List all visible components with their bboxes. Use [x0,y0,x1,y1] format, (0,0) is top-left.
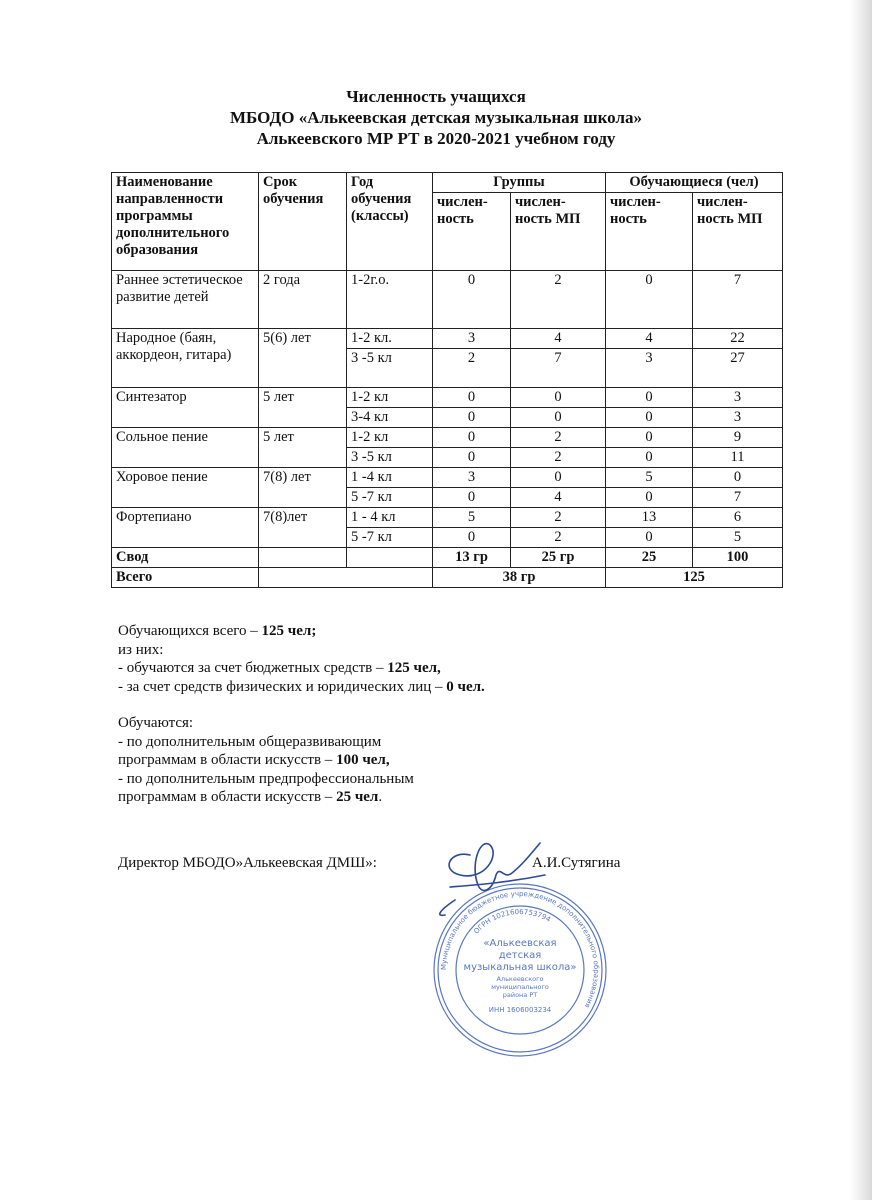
of-them-line: из них: [118,641,164,658]
pre-line-2 [118,788,678,807]
cell-program: Народное (баян, аккордеон, гитара) [112,329,259,388]
paid-line [118,678,678,697]
header-groups: Группы [433,173,606,193]
cell-students-mp: 0 [693,468,783,488]
pre-suffix: . [378,789,383,805]
title-line-3: Алькеевского МР РТ в 2020-2021 учебном году [256,129,616,148]
cell-groups-mp: 4 [511,488,606,508]
table-row [112,508,783,528]
cell-students-mp: 7 [693,488,783,508]
cell-students-mp: 5 [693,528,783,548]
cell-students: 4 [606,329,693,349]
cell-classes: 1-2 кл [347,428,433,448]
title-line-2: МБОДО «Алькеевская детская музыкальная школа» [229,108,642,127]
cell-program: Хоровое пение [112,468,259,508]
cell-students: 13 [606,508,693,528]
total-empty [259,568,433,588]
cell-groups: 0 [433,408,511,428]
cell-classes: 3-4 кл [347,408,433,428]
cell-groups: 0 [433,388,511,408]
cell-students-mp: 3 [693,388,783,408]
header-students-count-mp: числен-ность МП [693,193,783,271]
cell-groups-mp: 2 [511,271,606,329]
cell-students: 0 [606,388,693,408]
summary-text [118,622,678,807]
cell-groups-mp: 2 [511,508,606,528]
cell-students-mp: 3 [693,408,783,428]
total-row [112,568,783,588]
stamp-line-1: «Алькеевская [483,938,557,949]
general-prefix: программам в области искусств – [118,752,337,768]
page-edge-shadow [850,0,872,1200]
cell-classes: 1-2г.о. [347,271,433,329]
cell-term: 5(6) лет [259,329,347,388]
cell-students-mp: 11 [693,448,783,468]
cell-groups: 0 [433,428,511,448]
cell-groups: 3 [433,329,511,349]
cell-students: 0 [606,271,693,329]
cell-groups-mp: 4 [511,329,606,349]
cell-groups-mp: 2 [511,428,606,448]
cell-program: Сольное пение [112,428,259,468]
header-groups-count-mp: числен-ность МП [511,193,606,271]
total-line [118,622,678,641]
cell-groups-mp: 0 [511,388,606,408]
director-signature [430,825,560,920]
budget-value: 125 чел, [387,660,441,676]
cell-groups-mp: 0 [511,408,606,428]
header-term: Срок обучения [259,173,347,271]
cell-program: Раннее эстетическое развитие детей [112,271,259,329]
cell-classes: 3 -5 кл [347,349,433,388]
total-value: 125 чел; [261,623,317,639]
header-year: Год обучения (классы) [347,173,433,271]
cell-students: 5 [606,468,693,488]
cell-classes: 1-2 кл [347,388,433,408]
cell-groups: 0 [433,488,511,508]
cell-students: 0 [606,528,693,548]
cell-students-mp: 22 [693,329,783,349]
cell-program: Синтезатор [112,388,259,428]
budget-line [118,659,678,678]
cell-students: 0 [606,408,693,428]
stamp-line-2: детская [498,950,542,961]
cell-term: 7(8) лет [259,468,347,508]
cell-classes: 3 -5 кл [347,448,433,468]
header-students: Обучающиеся (чел) [606,173,783,193]
general-line-1: - по дополнительным общеразвивающим [118,733,382,750]
cell-groups-mp: 7 [511,349,606,388]
director-label: Директор МБОДО»Алькеевская ДМШ»: [118,855,377,871]
cell-classes: 5 -7 кл [347,528,433,548]
cell-students-mp: 6 [693,508,783,528]
cell-program: Фортепиано [112,508,259,548]
budget-prefix: - обучаются за счет бюджетных средств – [118,660,388,676]
cell-groups: 0 [433,528,511,548]
cell-term: 7(8)лет [259,508,347,548]
cell-students: 3 [606,349,693,388]
pre-prefix: программам в области искусств – [118,789,337,805]
stamp-line-3: музыкальная школа» [463,962,577,973]
cell-students: 0 [606,428,693,448]
cell-groups-mp: 2 [511,448,606,468]
cell-groups: 5 [433,508,511,528]
total-students: 125 [606,568,783,588]
summary-label: Свод [112,548,259,568]
table-row [112,329,783,349]
cell-students-mp: 7 [693,271,783,329]
general-value: 100 чел, [336,752,390,768]
summary-groups: 13 гр [433,548,511,568]
summary-students: 25 [606,548,693,568]
stamp-ring-text: Муниципальное бюджетное учреждение дополнительного образования [439,889,601,1010]
summary-row [112,548,783,568]
cell-term: 5 лет [259,388,347,428]
pre-value: 25 чел [336,789,379,805]
table-row [112,271,783,329]
summary-empty-term [259,548,347,568]
paid-prefix: - за счет средств физических и юридических лиц – [118,678,447,695]
summary-empty-classes [347,548,433,568]
document-title [0,86,872,149]
cell-students: 0 [606,448,693,468]
summary-groups-mp: 25 гр [511,548,606,568]
cell-classes: 1 -4 кл [347,468,433,488]
stamp-line-6: района РТ [502,991,538,999]
total-groups: 38 гр [433,568,606,588]
header-groups-count: числен-ность [433,193,511,271]
cell-term: 2 года [259,271,347,329]
stamp-line-5: муниципального [491,983,549,991]
stamp-inn: ИНН 1606003234 [488,1006,552,1014]
table-row [112,428,783,448]
study-heading: Обучаются: [118,715,194,731]
title-line-1: Численность учащихся [346,87,526,106]
pre-line-1: - по дополнительным предпрофессиональным [118,770,414,787]
cell-groups: 3 [433,468,511,488]
table-row [112,468,783,488]
stamp-ogrn: ОГРН 1021606753794 [472,907,552,936]
general-line-2 [118,751,678,770]
cell-classes: 1-2 кл. [347,329,433,349]
stamp-line-4: Алькеевского [496,975,544,983]
cell-term: 5 лет [259,428,347,468]
cell-groups: 2 [433,349,511,388]
cell-groups: 0 [433,271,511,329]
cell-students-mp: 9 [693,428,783,448]
table-row [112,388,783,408]
enrollment-table [111,172,783,588]
cell-students-mp: 27 [693,349,783,388]
header-program: Наименование направленности программы дополнительного образования [112,173,259,271]
cell-students: 0 [606,488,693,508]
cell-groups: 0 [433,448,511,468]
cell-groups-mp: 2 [511,528,606,548]
cell-groups-mp: 0 [511,468,606,488]
total-label: Всего [112,568,259,588]
paid-value: 0 чел. [446,678,485,695]
cell-classes: 1 - 4 кл [347,508,433,528]
director-name: А.И.Сутягина [532,855,621,871]
summary-students-mp: 100 [693,548,783,568]
total-prefix: Обучающихся всего – [118,623,262,639]
header-students-count: числен-ность [606,193,693,271]
cell-classes: 5 -7 кл [347,488,433,508]
